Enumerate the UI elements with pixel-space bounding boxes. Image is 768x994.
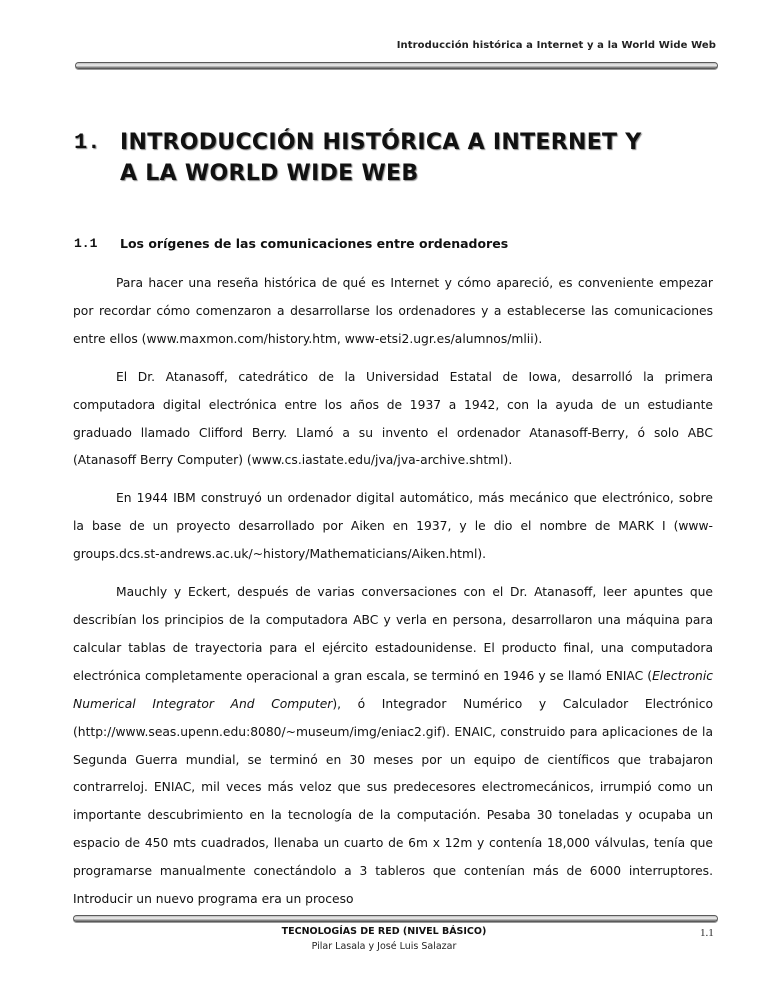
section-number: 1.1 <box>74 236 98 251</box>
italic-term: Electronic Numerical Integrator And Computer <box>73 668 713 711</box>
paragraph: Para hacer una reseña histórica de qué es Internet y cómo apareció, es conveniente empezar por recordar cómo comenzaron a desarrollarse los ordenadores y a establecerse las comunicaciones entre ellos (www.maxmon.com/history.htm, www-etsi2.ugr.es/alumnos/mlii). <box>73 276 713 346</box>
paragraph <box>73 579 713 914</box>
chapter-title <box>120 127 720 189</box>
footer-authors: Pilar Lasala y José Luis Salazar <box>311 941 457 952</box>
paragraph: En 1944 IBM construyó un ordenador digital automático, más mecánico que electrónico, sobre la base de un proyecto desarrollado por Aiken en 1937, y le dio el nombre de MARK I (www-groups.dcs.st-andrews.ac.uk/~history/Mathematicians/Aiken.html). <box>73 491 713 562</box>
body-text <box>73 270 713 924</box>
paragraph-text: ), ó Integrador Numérico y Calculador Electrónico (http://www.seas.upenn.edu:8080/~museum/img/eniac2.gif). ENAIC, construido para aplicaciones de la Segunda Guerra mundial, se terminó en 30 meses por un equipo de científicos que trabajaron contrarreloj. ENIAC, mil veces más veloz que sus predecesores electromecánicos, irrumpió como un importante descubrimiento en la tecnología de la computación. Pesaba 30 toneladas y ocupaba un espacio de 450 mts cuadrados, llenaba un cuarto de 6m x 12m y contenía 18,000 válvulas, tenía que programarse manualmente conectándolo a 3 tableros que contenían más de 6000 interruptores. Introducir un nuevo programa era un proceso <box>73 696 713 907</box>
section-title: Los orígenes de las comunicaciones entre ordenadores <box>120 236 509 251</box>
running-header: Introducción histórica a Internet y a la World Wide Web <box>396 40 716 51</box>
chapter-number: 1. <box>74 130 101 155</box>
footer-rule <box>73 915 718 922</box>
chapter-title-line-2: A LA WORLD WIDE WEB <box>120 161 419 186</box>
chapter-title-line-1: INTRODUCCIÓN HISTÓRICA A INTERNET Y <box>120 130 642 155</box>
paragraph: El Dr. Atanasoff, catedrático de la Universidad Estatal de Iowa, desarrolló la primera computadora digital electrónica entre los años de 1937 a 1942, con la ayuda de un estudiante graduado llamado Clifford Berry. Llamó a su invento el ordenador Atanasoff-Berry, ó solo ABC (Atanasoff Berry Computer) (www.cs.iastate.edu/jva/jva-archive.shtml). <box>73 369 713 468</box>
paragraph-text: Mauchly y Eckert, después de varias conversaciones con el Dr. Atanasoff, leer apuntes que describían los principios de la computadora ABC y verla en persona, desarrollaron una máquina para calcular tablas de trayectoria para el ejército estadounidense. El producto final, una computadora electrónica completamente operacional a gran escala, se terminó en 1946 y se llamó ENIAC ( <box>73 585 713 683</box>
page-number: 1.1 <box>700 927 714 939</box>
header-rule <box>75 62 718 69</box>
footer-title: TECNOLOGÍAS DE RED (NIVEL BÁSICO) <box>281 926 487 937</box>
